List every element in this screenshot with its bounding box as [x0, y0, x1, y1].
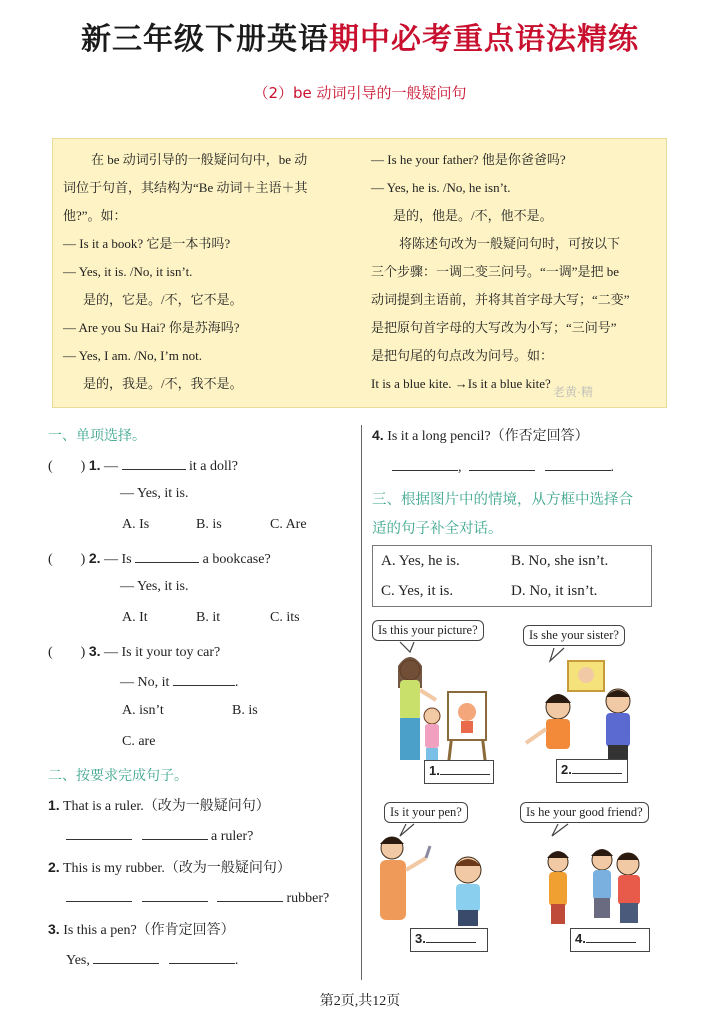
answer-tail: rubber?	[286, 891, 330, 906]
section-1-heading: 一、单项选择。	[48, 428, 146, 444]
note-right-line: 三个步骤：一调二变三问号。“一调”是把 be	[371, 264, 620, 279]
rewrite-question-3	[48, 919, 235, 939]
option-a: A. It	[122, 610, 148, 625]
rewrite-question-4	[372, 425, 589, 445]
answer-blank[interactable]	[169, 950, 235, 964]
picture-2	[518, 625, 663, 785]
answer-blank[interactable]	[66, 888, 132, 902]
speech-bubble: Is it your pen?	[384, 802, 468, 823]
option-a: A. Yes, he is.	[381, 553, 460, 569]
note-right-line: — Is he your father? 他是你爸爸吗?	[371, 152, 566, 167]
rewrite-question-1	[48, 795, 270, 815]
option-b: B. is	[232, 703, 258, 718]
option-c: C. its	[270, 610, 300, 625]
answer-tail: a ruler?	[211, 829, 254, 844]
rewrite-answer-1	[66, 826, 253, 845]
answer-box-2[interactable]	[556, 759, 628, 783]
question-number: 2.	[48, 859, 60, 875]
answer-paren[interactable]: ( )	[48, 552, 86, 567]
note-right-line: 是把原句首字母的大写改为小写；“三问号”	[371, 320, 617, 335]
question-text: a bookcase?	[202, 552, 271, 567]
section-3-heading-line-2: 适的句子补全对话。	[372, 521, 503, 537]
note-right-line: — Yes, he is. /No, he isn’t.	[371, 180, 511, 195]
note-left-line: — Are you Su Hai? 你是苏海吗?	[63, 320, 240, 335]
note-right-line: 是的，他是。/不，他不是。	[393, 208, 553, 223]
question-number: 1.	[88, 457, 101, 473]
question-2	[48, 548, 271, 568]
option-a: A. Is	[122, 517, 150, 532]
option-b: B. No, she isn’t.	[511, 553, 609, 569]
picture-3	[370, 800, 515, 960]
answer-blank[interactable]	[66, 826, 132, 840]
section-3-heading-line-1: 三、根据图片中的情境，从方框中选择合	[372, 492, 633, 508]
question-number: 3.	[88, 643, 101, 659]
page-footer: 第2页,共12页	[319, 994, 401, 1009]
question-text: —	[104, 459, 119, 474]
question-number: 1.	[48, 797, 60, 813]
note-left-line: 是的，它是。/不，它不是。	[83, 292, 243, 307]
answer-blank[interactable]	[93, 950, 159, 964]
answer-tail: .	[234, 953, 239, 968]
picture-4	[518, 800, 663, 960]
answer-options-box	[372, 545, 652, 607]
answer-comma: ,	[458, 460, 462, 475]
watermark: 老黄·精	[553, 385, 593, 399]
question-number: 2.	[88, 550, 101, 566]
option-c: C. Yes, it is.	[381, 583, 454, 599]
question-text: That is a ruler.（改为一般疑问句）	[62, 799, 270, 814]
speech-bubble: Is he your good friend?	[520, 802, 649, 823]
answer-paren[interactable]: ( )	[48, 645, 86, 660]
note-left-line: 词位于句首，其结构为“Be 动词＋主语＋其	[63, 180, 308, 195]
question-3-reply	[120, 672, 238, 691]
question-text: — Is it your toy car?	[104, 645, 221, 660]
question-1-reply: — Yes, it is.	[120, 486, 189, 501]
note-left-line: 他?”。如：	[63, 208, 127, 223]
answer-box-4[interactable]	[570, 928, 650, 952]
page-title	[0, 14, 720, 58]
option-b: B. is	[196, 517, 222, 532]
answer-head: Yes,	[66, 953, 90, 968]
question-text: — Is	[104, 552, 132, 567]
answer-blank[interactable]	[392, 457, 458, 471]
answer-tail: .	[610, 460, 614, 475]
answer-blank[interactable]	[217, 888, 283, 902]
option-d: D. No, it isn’t.	[511, 583, 598, 599]
question-1	[48, 455, 238, 475]
question-text: Is it a long pencil?（作否定回答）	[387, 429, 589, 444]
note-right-line: 是把句尾的句点改为问号。如：	[371, 348, 554, 363]
question-text: — No, it	[120, 675, 170, 690]
rewrite-answer-3	[66, 950, 238, 969]
answer-blank[interactable]	[173, 672, 235, 686]
question-2-reply: — Yes, it is.	[120, 579, 189, 594]
question-number: 3.	[48, 921, 60, 937]
answer-blank[interactable]	[122, 456, 186, 470]
rewrite-question-2	[48, 857, 291, 877]
answer-label: 1.	[429, 763, 440, 778]
answer-blank[interactable]	[469, 457, 535, 471]
answer-paren[interactable]: ( )	[48, 459, 86, 474]
question-3	[48, 641, 220, 661]
question-text: Is this a pen?（作肯定回答）	[63, 923, 235, 938]
answer-blank[interactable]	[135, 549, 199, 563]
section-2-heading: 二、按要求完成句子。	[48, 768, 188, 784]
answer-box-1[interactable]	[424, 760, 494, 784]
note-right-line: It is a blue kite. →Is it a blue kite?	[371, 376, 551, 391]
page-subtitle: （2）be 动词引导的一般疑问句	[253, 84, 467, 102]
option-c: C. are	[122, 734, 156, 749]
grammar-note-box	[52, 138, 667, 408]
speech-bubble: Is she your sister?	[523, 625, 625, 646]
option-c: C. Are	[270, 517, 307, 532]
picture-1	[370, 618, 515, 783]
question-text: This is my rubber.（改为一般疑问句）	[62, 861, 291, 876]
answer-box-3[interactable]	[410, 928, 488, 952]
option-b: B. it	[196, 610, 221, 625]
answer-blank[interactable]	[545, 457, 611, 471]
title-part-2: 期中必考重点语法精练	[329, 22, 639, 57]
question-text: it a doll?	[189, 459, 239, 474]
note-right-line: 将陈述句改为一般疑问句时，可按以下	[399, 236, 621, 251]
note-left-line: — Yes, I am. /No, I’m not.	[63, 348, 203, 363]
answer-label: 3.	[415, 931, 426, 946]
speech-bubble: Is this your picture?	[372, 620, 484, 641]
question-number: 4.	[372, 427, 384, 443]
rewrite-answer-2	[66, 888, 329, 907]
answer-blank[interactable]	[142, 888, 208, 902]
note-left-line: 是的，我是。/不，我不是。	[83, 376, 243, 391]
rewrite-answer-4	[392, 457, 614, 476]
title-part-1: 新三年级下册英语	[81, 22, 329, 57]
note-right-line: 动词提到主语前，并将其首字母大写；“二变”	[371, 292, 630, 307]
answer-label: 2.	[561, 762, 572, 777]
note-left-line: 在 be 动词引导的一般疑问句中，be 动	[91, 152, 308, 167]
answer-label: 4.	[575, 931, 586, 946]
column-divider	[361, 425, 362, 980]
answer-blank[interactable]	[142, 826, 208, 840]
question-text: .	[234, 675, 239, 690]
woman-girl-painting-illustration	[370, 618, 515, 783]
note-left-line: — Yes, it is. /No, it isn’t.	[63, 264, 193, 279]
note-left-line: — Is it a book? 它是一本书吗?	[63, 236, 231, 251]
option-a: A. isn’t	[122, 703, 164, 718]
